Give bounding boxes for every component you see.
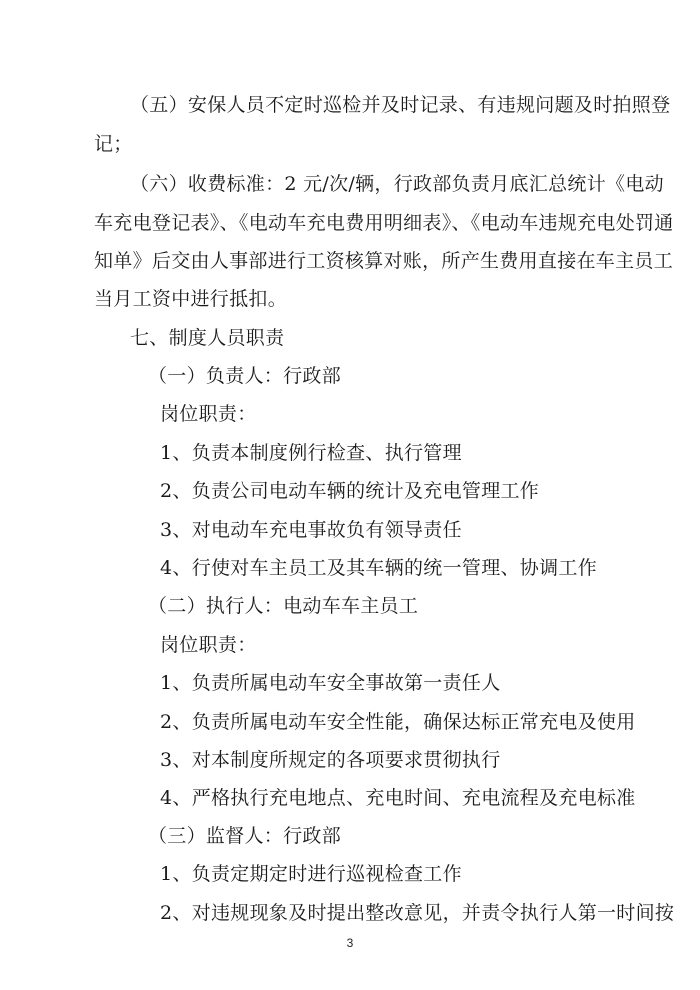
section-7-heading: 七、制度人员职责 — [130, 327, 285, 349]
responsible-heading: （一）负责人：行政部 — [148, 365, 342, 387]
item-6-line-3: 知单》后交由人事部进行工资核算对账，所产生费用直接在车主员工 — [94, 250, 674, 272]
responsible-duty-2: 2、负责公司电动车辆的统计及充电管理工作 — [160, 480, 540, 502]
item-5-line-1: （五）安保人员不定时巡检并及时记录、有违规问题及时拍照登 — [130, 94, 671, 116]
responsible-duty-1: 1、负责本制度例行检查、执行管理 — [160, 442, 462, 464]
item-6-line-4: 当月工资中进行抵扣。 — [94, 288, 288, 310]
executor-duty-3: 3、对本制度所规定的各项要求贯彻执行 — [160, 749, 501, 771]
executor-duties-label: 岗位职责： — [160, 634, 257, 656]
responsible-duty-3: 3、对电动车充电事故负有领导责任 — [160, 519, 462, 541]
supervisor-duty-1: 1、负责定期定时进行巡视检查工作 — [160, 863, 462, 885]
responsible-duty-4: 4、行使对车主员工及其车辆的统一管理、协调工作 — [160, 557, 597, 579]
item-6-line-1: （六）收费标准：2 元/次/辆，行政部负责月底汇总统计《电动 — [130, 173, 664, 195]
page-number: 3 — [346, 936, 354, 950]
executor-duty-4: 4、严格执行充电地点、充电时间、充电流程及充电标准 — [160, 787, 636, 809]
supervisor-duty-2: 2、对违规现象及时提出整改意见，并责令执行人第一时间按 — [160, 902, 675, 924]
item-6-line-2: 车充电登记表》、《电动车充电费用明细表》、《电动车违规充电处罚通 — [94, 212, 674, 234]
supervisor-heading: （三）监督人：行政部 — [148, 825, 342, 847]
item-5-line-2: 记； — [94, 133, 133, 155]
responsible-duties-label: 岗位职责： — [160, 403, 257, 425]
executor-duty-1: 1、负责所属电动车安全事故第一责任人 — [160, 672, 501, 694]
executor-duty-2: 2、负责所属电动车安全性能，确保达标正常充电及使用 — [160, 711, 636, 733]
executor-heading: （二）执行人：电动车车主员工 — [148, 595, 419, 617]
